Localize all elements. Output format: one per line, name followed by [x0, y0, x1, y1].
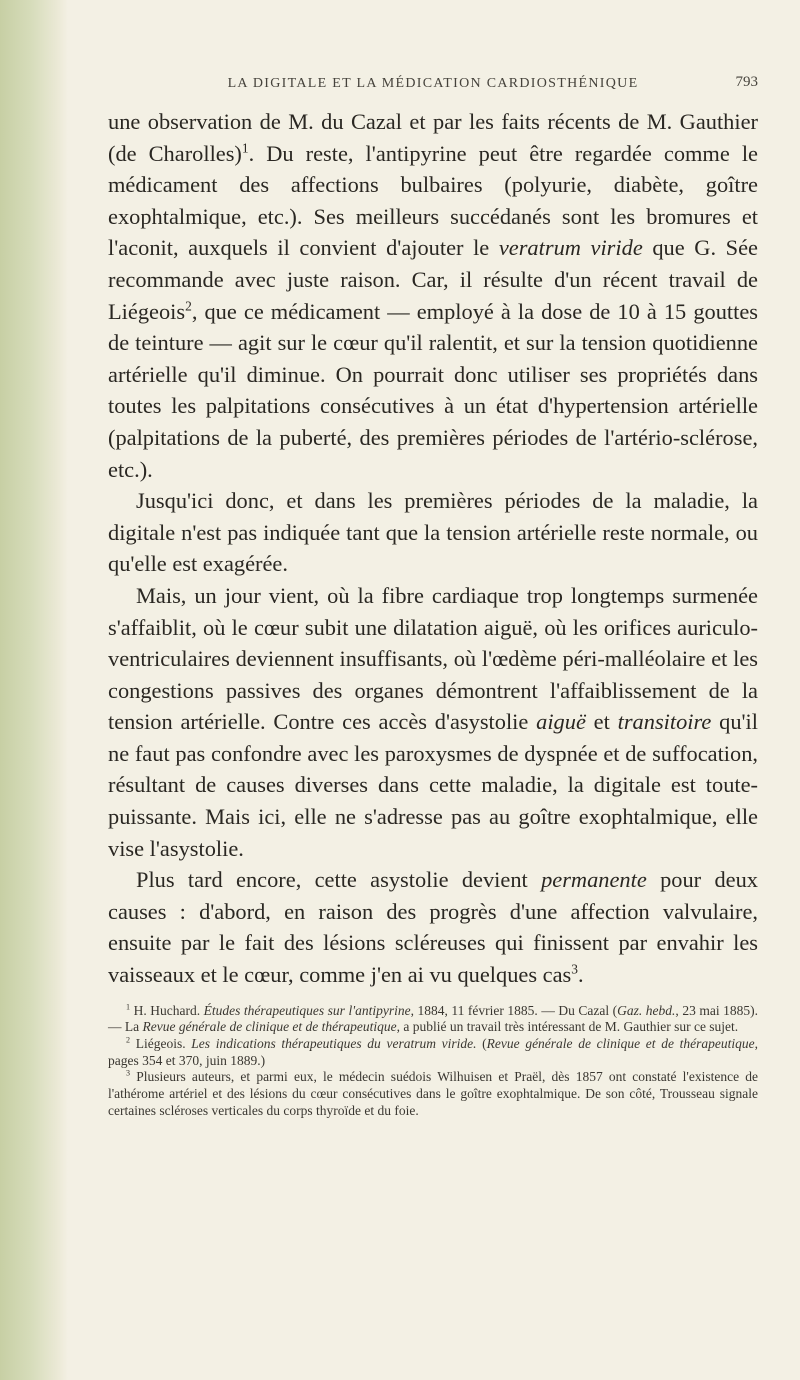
- paragraph-3: Mais, un jour vient, où la fibre cardiaque trop longtemps surmenée s'affaiblit, où le cœur subit une dilatation aiguë, où les orifices auriculo-ventriculaires deviennent insuffisants, où l'œdème péri-malléolaire et les congestions passives des organes démontrent l'affaiblissement de la tension artérielle. Contre ces accès d'asystolie aiguë et transitoire qu'il ne faut pas confondre avec les paroxysmes de dyspnée et de suffocation, résultant de causes diverses dans cette maladie, la digitale est toute-puissante. Mais ici, elle ne s'adresse pas au goître exophtalmique, elle vise l'asystolie.: [108, 582, 758, 861]
- italic-term: veratrum viride: [498, 235, 643, 261]
- paragraph-1: une observation de M. du Cazal et par les faits récents de M. Gauthier (de Charolles)$^1$. Du reste, l'antipyrine peut être regardée comme le médicament des affections bulbaires (polyurie, diabète, goître exophtalmique, etc.). Ses meilleurs succédanés sont les bromures et l'aconit, auxquels il convient d'ajouter le veratrum viride que G. Sée recommande avec juste raison. Car, il résulte d'un récent travail de Liégeois$^2$, que ce médicament — employé à la dose de 10 à 15 gouttes de teinture — agit sur le cœur qu'il ralentit, et sur la tension quotidienne artérielle qu'il diminue. On pourrait donc utiliser ses propriétés dans toutes les palpitations consécutives à un état d'hypertension artérielle (palpitations de la puberté, des premières périodes de l'artério-sclérose, etc.).: [108, 109, 758, 482]
- footnote-ref-1: 1: [241, 140, 249, 156]
- running-title: LA DIGITALE ET LA MÉDICATION CARDIOSTHÉNIQUE: [227, 76, 639, 91]
- page-number: 793: [735, 74, 758, 90]
- binding-gutter: [0, 0, 68, 1380]
- paragraph-4: Plus tard encore, cette asystolie devient permanente pour deux causes : d'abord, en raison des progrès d'une affection valvulaire, ensuite par le fait des lésions scléreuses qui finissent par envahir les vaisseaux et le cœur, comme j'en ai vu quelques cas$^3$.: [108, 867, 758, 988]
- running-head: [108, 70, 758, 96]
- footnote-ref-2: 2: [185, 298, 192, 314]
- italic-term: aiguë: [536, 709, 586, 735]
- footnote-3: $^3$ Plusieurs auteurs, et parmi eux, le médecin suédois Wilhuisen et Praël, dès 1857 ont constaté l'existence de l'athérome artériel et des lésions du cœur consécutives dans le goître exophtalmique. De son côté, Trousseau signale certaines scléroses verticales du corps thyroïde et du foie.: [108, 1068, 758, 1118]
- italic-term: transitoire: [617, 709, 712, 735]
- paragraph-2: Jusqu'ici donc, et dans les premières périodes de la maladie, la digitale n'est pas indiquée tant que la tension artérielle reste normale, ou qu'elle est exagérée.: [108, 488, 758, 577]
- footnotes: [108, 1003, 758, 1120]
- italic-term: permanente: [541, 867, 647, 893]
- main-text: [108, 106, 758, 991]
- book-page: [108, 70, 758, 1120]
- footnote-ref-3: 3: [571, 961, 578, 977]
- footnote-2: $^2$ Liégeois. Les indications thérapeutiques du veratrum viride. (Revue générale de clinique et de thérapeutique, pages 354 et 370, juin 1889.): [108, 1035, 758, 1068]
- footnote-1: $^1$ H. Huchard. Études thérapeutiques sur l'antipyrine, 1884, 11 février 1885. — Du Cazal (Gaz. hebd., 23 mai 1885). — La Revue générale de clinique et de thérapeutique, a publié un travail très intéressant de M. Gauthier sur ce sujet.: [108, 1002, 758, 1035]
